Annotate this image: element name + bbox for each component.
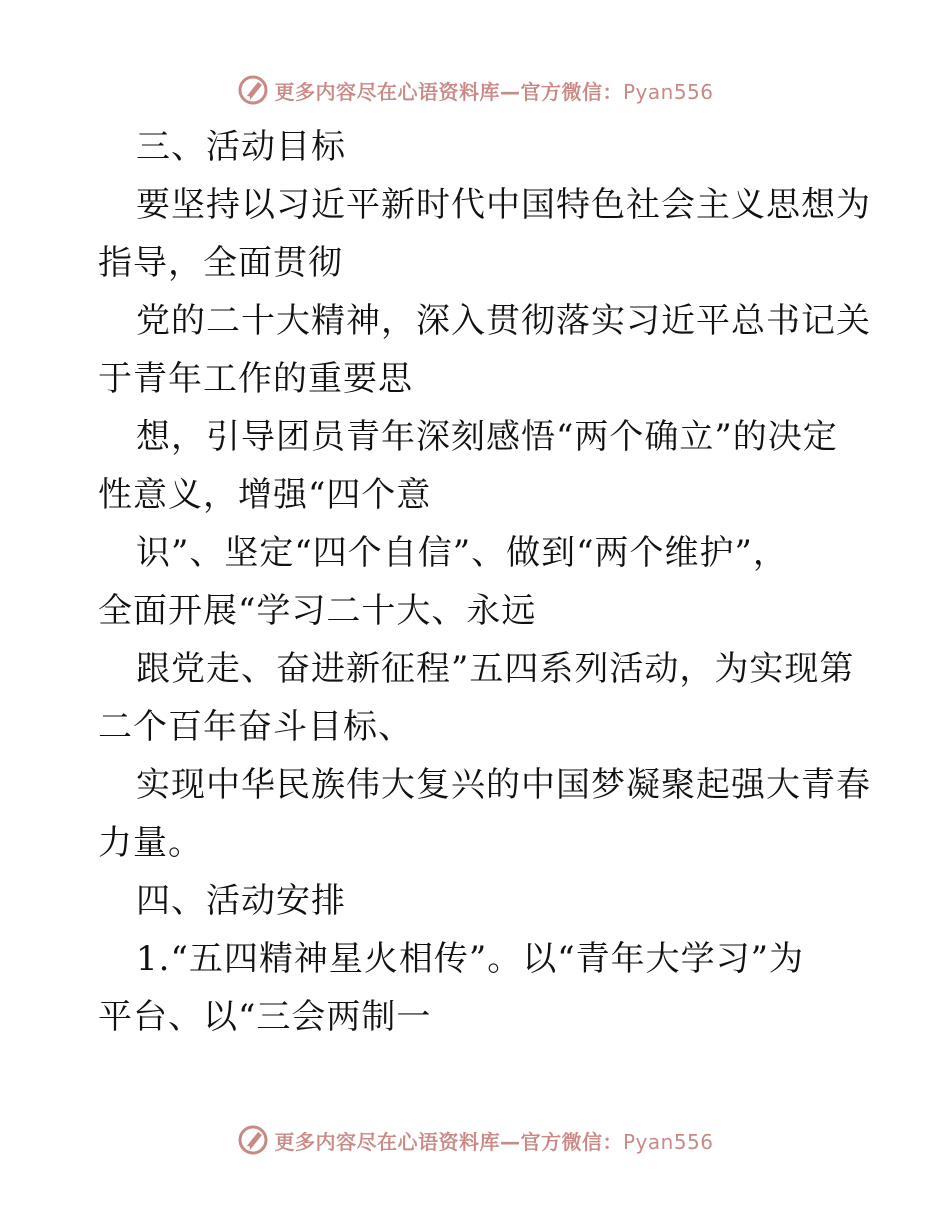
- text-line: 二个百年奋斗目标、: [98, 707, 413, 747]
- text-line: 四、活动安排: [136, 881, 346, 921]
- text-line: 想，引导团员青年深刻感悟“两个确立”的决定: [136, 417, 838, 457]
- text-line: 全面开展“学习二十大、永远: [98, 591, 537, 631]
- text-line: 实现中华民族伟大复兴的中国梦凝聚起强大青春: [136, 765, 871, 805]
- text-line: 1.“五四精神星火相传”。以“青年大学习”为: [136, 939, 804, 979]
- text-line: 党的二十大精神，深入贯彻落实习近平总书记关: [136, 301, 871, 341]
- watermark-text: 更多内容尽在心语资料库—官方微信：: [274, 79, 623, 104]
- text-line: 平台、以“三会两制一: [98, 997, 432, 1037]
- header-watermark: [0, 70, 950, 110]
- pen-circle-logo-icon: [236, 1123, 270, 1157]
- text-line: 要坚持以习近平新时代中国特色社会主义思想为: [136, 185, 871, 225]
- text-line: 性意义，增强“四个意: [98, 475, 432, 515]
- text-line: 指导，全面贯彻: [98, 243, 343, 283]
- text-line: 识”、坚定“四个自信”、做到“两个维护”，: [136, 533, 788, 573]
- text-line: 力量。: [98, 823, 203, 863]
- pen-circle-logo-icon: [236, 73, 270, 107]
- document-body: [98, 118, 871, 1046]
- text-line: 于青年工作的重要思: [98, 359, 413, 399]
- footer-watermark: [0, 1120, 950, 1160]
- text-line: 跟党走、奋进新征程”五四系列活动，为实现第: [136, 649, 855, 689]
- watermark-text: 更多内容尽在心语资料库—官方微信：: [274, 1129, 623, 1154]
- text-line: 三、活动目标: [136, 127, 346, 167]
- watermark-id: Pyan556: [622, 79, 714, 104]
- watermark-id: Pyan556: [622, 1129, 714, 1154]
